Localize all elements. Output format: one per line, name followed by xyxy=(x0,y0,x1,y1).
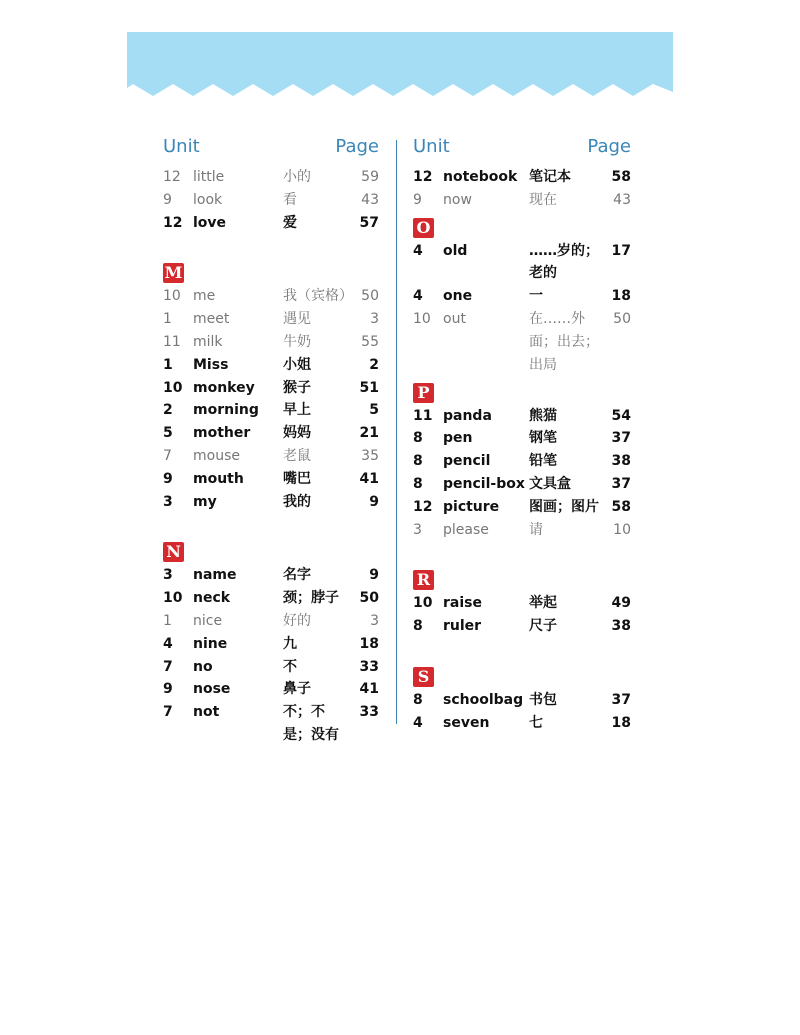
entry-meaning: 看 xyxy=(283,191,297,208)
glossary-entry xyxy=(413,496,631,519)
entry-page: 41 xyxy=(359,470,379,487)
entry-page: 57 xyxy=(359,214,379,231)
entry-word: mouse xyxy=(193,447,240,464)
entry-meaning: 好的 xyxy=(283,612,311,629)
entry-page: 3 xyxy=(370,612,379,629)
letter-row-p xyxy=(413,377,631,405)
glossary-entry xyxy=(163,468,379,491)
entry-list xyxy=(163,564,379,746)
letter-badge-n: N xyxy=(163,542,184,562)
entry-word: mouth xyxy=(193,470,244,487)
unit-heading: Unit xyxy=(413,136,450,157)
glossary-entry xyxy=(163,308,379,331)
glossary-entry xyxy=(163,212,379,235)
entry-meaning: 一 xyxy=(529,288,543,305)
glossary-entry xyxy=(163,377,379,400)
column-divider xyxy=(396,140,397,724)
entry-word: old xyxy=(443,242,468,259)
glossary-entry xyxy=(163,678,379,701)
letter-badge-m: M xyxy=(164,263,183,283)
glossary-entry xyxy=(163,445,379,468)
glossary-entry xyxy=(163,399,379,422)
entry-meaning: 熊猫 xyxy=(529,407,557,424)
entry-unit: 8 xyxy=(413,453,423,470)
entry-word: nice xyxy=(193,612,223,629)
entry-page: 50 xyxy=(361,288,379,305)
entry-unit: 4 xyxy=(413,288,423,305)
section-gap xyxy=(163,513,379,536)
glossary-entry xyxy=(163,701,379,747)
entry-word: notebook xyxy=(443,169,518,185)
entry-page: 49 xyxy=(611,595,631,612)
entry-meaning: 早上 xyxy=(283,402,311,419)
entry-meaning: 我的 xyxy=(283,493,311,510)
entry-meaning: 现在 xyxy=(529,191,557,208)
entry-page: 17 xyxy=(611,242,631,259)
entry-unit: 2 xyxy=(163,402,173,419)
glossary-entry xyxy=(413,189,631,212)
entry-unit: 12 xyxy=(413,169,433,185)
entry-word: milk xyxy=(193,333,223,350)
entry-meaning: 猴子 xyxy=(283,379,311,396)
entry-word: name xyxy=(193,567,237,584)
entry-word: schoolbag xyxy=(443,691,524,708)
entry-word: not xyxy=(193,704,220,721)
section-gap xyxy=(413,541,631,564)
entry-meaning: 妈妈 xyxy=(283,425,311,442)
glossary-entry xyxy=(163,587,379,610)
entry-word: please xyxy=(443,521,489,538)
entry-unit: 7 xyxy=(163,447,172,464)
entry-page: 37 xyxy=(611,475,631,492)
entry-unit: 8 xyxy=(413,430,423,447)
entry-unit: 1 xyxy=(163,311,172,328)
glossary-entry xyxy=(163,354,379,377)
glossary-page xyxy=(127,32,673,743)
entry-meaning: 文具盒 xyxy=(529,475,571,492)
page-heading: Page xyxy=(587,136,631,157)
entry-unit: 8 xyxy=(413,618,423,635)
entry-unit: 10 xyxy=(413,595,433,612)
glossary-entry xyxy=(163,564,379,587)
entry-word: one xyxy=(443,288,473,305)
glossary-entry xyxy=(163,491,379,514)
column-header xyxy=(413,132,631,166)
column-header xyxy=(163,132,379,166)
glossary-entry xyxy=(413,166,631,189)
entry-page: 10 xyxy=(613,521,631,538)
entry-meaning: 铅笔 xyxy=(529,453,557,470)
entry-page: 54 xyxy=(611,407,631,424)
entry-page: 58 xyxy=(611,169,631,185)
entry-page: 38 xyxy=(611,618,631,635)
entry-meaning: 遇见 xyxy=(283,311,311,328)
entry-meaning: 不；不是；没有 xyxy=(283,704,339,743)
entry-page: 5 xyxy=(369,402,379,419)
entry-meaning: 老鼠 xyxy=(283,447,311,464)
glossary-entry xyxy=(413,615,631,638)
entry-meaning: 颈；脖子 xyxy=(283,590,339,607)
entry-unit: 8 xyxy=(413,475,423,492)
entry-meaning: ……岁的；老的 xyxy=(529,242,599,282)
entry-unit: 9 xyxy=(413,191,422,208)
entry-meaning: 嘴巴 xyxy=(283,470,311,487)
entry-word: raise xyxy=(443,595,482,612)
entry-page: 41 xyxy=(359,681,379,698)
entry-page: 18 xyxy=(359,635,379,652)
entry-unit: 4 xyxy=(413,242,423,259)
entry-meaning: 九 xyxy=(283,635,297,652)
entry-meaning: 七 xyxy=(529,714,543,731)
entry-page: 33 xyxy=(359,704,379,721)
glossary-entry xyxy=(413,519,631,542)
entry-word: look xyxy=(193,191,223,208)
glossary-entry xyxy=(413,240,631,286)
unit-heading: Unit xyxy=(163,136,200,157)
glossary-entry xyxy=(413,712,631,735)
entry-word: morning xyxy=(193,402,259,419)
entry-list xyxy=(163,166,379,234)
entry-unit: 11 xyxy=(163,333,181,350)
glossary-entry xyxy=(163,610,379,633)
entry-unit: 10 xyxy=(163,288,181,305)
entry-word: neck xyxy=(193,590,231,607)
entry-word: monkey xyxy=(193,379,255,396)
entry-page: 9 xyxy=(369,567,379,584)
letter-row-n xyxy=(163,536,379,564)
glossary-entry xyxy=(413,450,631,473)
entry-word: picture xyxy=(443,498,500,515)
entry-word: me xyxy=(193,288,216,305)
entry-meaning: 图画；图片 xyxy=(529,498,599,515)
entry-meaning: 举起 xyxy=(529,595,557,612)
entry-word: seven xyxy=(443,714,490,731)
entry-word: meet xyxy=(193,311,230,328)
entry-word: nine xyxy=(193,635,228,652)
entry-word: little xyxy=(193,169,225,185)
entry-page: 51 xyxy=(359,379,379,396)
glossary-entry xyxy=(163,633,379,656)
entry-word: pencil xyxy=(443,453,491,470)
entry-page: 18 xyxy=(611,714,631,731)
wave-banner-shape xyxy=(127,32,673,96)
entry-page: 18 xyxy=(611,288,631,305)
letter-badge-s: S xyxy=(413,667,434,687)
entry-word: now xyxy=(443,191,472,208)
letter-row-m xyxy=(163,257,379,285)
glossary-entry xyxy=(163,285,379,308)
section-gap xyxy=(163,234,379,257)
entry-word: ruler xyxy=(443,618,482,635)
entry-unit: 1 xyxy=(163,356,173,373)
entry-page: 9 xyxy=(369,493,379,510)
entry-word: mother xyxy=(193,425,251,442)
entry-meaning: 笔记本 xyxy=(529,169,571,185)
glossary-entry xyxy=(163,189,379,212)
entry-list xyxy=(413,166,631,212)
right-column xyxy=(413,132,631,735)
letter-row-s xyxy=(413,661,631,689)
glossary-entry xyxy=(413,285,631,308)
entry-meaning: 名字 xyxy=(283,567,311,584)
entry-unit: 10 xyxy=(163,590,183,607)
entry-meaning: 请 xyxy=(529,521,543,538)
entry-word: no xyxy=(193,658,213,675)
glossary-entry xyxy=(413,592,631,615)
entry-list xyxy=(413,689,631,735)
entry-unit: 5 xyxy=(163,425,173,442)
entry-page: 2 xyxy=(369,356,379,373)
entry-unit: 10 xyxy=(163,379,183,396)
entry-meaning: 鼻子 xyxy=(283,681,311,698)
entry-unit: 8 xyxy=(413,691,423,708)
entry-word: nose xyxy=(193,681,231,698)
entry-unit: 1 xyxy=(163,612,172,629)
entry-meaning: 我（宾格） xyxy=(283,288,353,305)
entry-word: love xyxy=(193,214,227,231)
entry-unit: 10 xyxy=(413,310,431,327)
entry-unit: 3 xyxy=(413,521,422,538)
glossary-entry xyxy=(163,422,379,445)
entry-unit: 9 xyxy=(163,191,172,208)
entry-unit: 3 xyxy=(163,493,173,510)
entry-unit: 7 xyxy=(163,704,173,721)
entry-word: out xyxy=(443,310,466,327)
entry-unit: 3 xyxy=(163,567,173,584)
letter-row-o xyxy=(413,212,631,240)
entry-page: 37 xyxy=(611,691,631,708)
entry-page: 21 xyxy=(359,425,379,442)
entry-page: 58 xyxy=(611,498,631,515)
glossary-entry xyxy=(413,689,631,712)
entry-meaning: 在……外面；出去；出局 xyxy=(529,310,599,373)
entry-word: pen xyxy=(443,430,473,447)
entry-list xyxy=(413,240,631,373)
entry-word: my xyxy=(193,493,217,510)
entry-meaning: 钢笔 xyxy=(529,430,557,447)
entry-unit: 12 xyxy=(163,169,181,185)
section-gap xyxy=(413,638,631,661)
entry-list xyxy=(413,405,631,542)
entry-unit: 7 xyxy=(163,658,173,675)
entry-unit: 12 xyxy=(163,214,183,231)
entry-page: 33 xyxy=(359,658,379,675)
letter-row-r xyxy=(413,564,631,592)
entry-page: 55 xyxy=(361,333,379,350)
letter-badge-r: R xyxy=(413,570,434,590)
glossary-entry xyxy=(163,656,379,679)
glossary-entry xyxy=(413,405,631,428)
entry-page: 59 xyxy=(361,169,379,185)
entry-unit: 9 xyxy=(163,681,173,698)
entry-meaning: 书包 xyxy=(529,691,557,708)
entry-page: 50 xyxy=(359,590,379,607)
entry-page: 50 xyxy=(613,310,631,327)
page-heading: Page xyxy=(335,136,379,157)
glossary-entry xyxy=(163,331,379,354)
glossary-entry xyxy=(413,308,631,373)
entry-meaning: 不 xyxy=(283,658,297,675)
entry-unit: 4 xyxy=(413,714,423,731)
entry-meaning: 爱 xyxy=(283,214,297,231)
entry-page: 38 xyxy=(611,453,631,470)
entry-page: 43 xyxy=(361,191,379,208)
entry-unit: 11 xyxy=(413,407,433,424)
entry-page: 3 xyxy=(370,311,379,328)
entry-unit: 4 xyxy=(163,635,173,652)
left-column xyxy=(163,132,379,747)
entry-page: 37 xyxy=(611,430,631,447)
letter-badge-o: O xyxy=(413,218,434,238)
entry-meaning: 小的 xyxy=(283,169,311,185)
entry-unit: 9 xyxy=(163,470,173,487)
entry-list xyxy=(413,592,631,638)
entry-word: panda xyxy=(443,407,492,424)
entry-meaning: 小姐 xyxy=(283,356,311,373)
entry-word: pencil-box xyxy=(443,475,525,492)
entry-meaning: 牛奶 xyxy=(283,333,311,350)
entry-list xyxy=(163,285,379,513)
glossary-entry xyxy=(413,473,631,496)
entry-unit: 12 xyxy=(413,498,433,515)
glossary-entry xyxy=(413,427,631,450)
entry-word: Miss xyxy=(193,356,229,373)
entry-meaning: 尺子 xyxy=(529,618,557,635)
wave-banner xyxy=(127,32,673,100)
letter-badge-p: P xyxy=(413,383,434,403)
entry-page: 35 xyxy=(361,447,379,464)
glossary-entry xyxy=(163,166,379,189)
entry-page: 43 xyxy=(613,191,631,208)
